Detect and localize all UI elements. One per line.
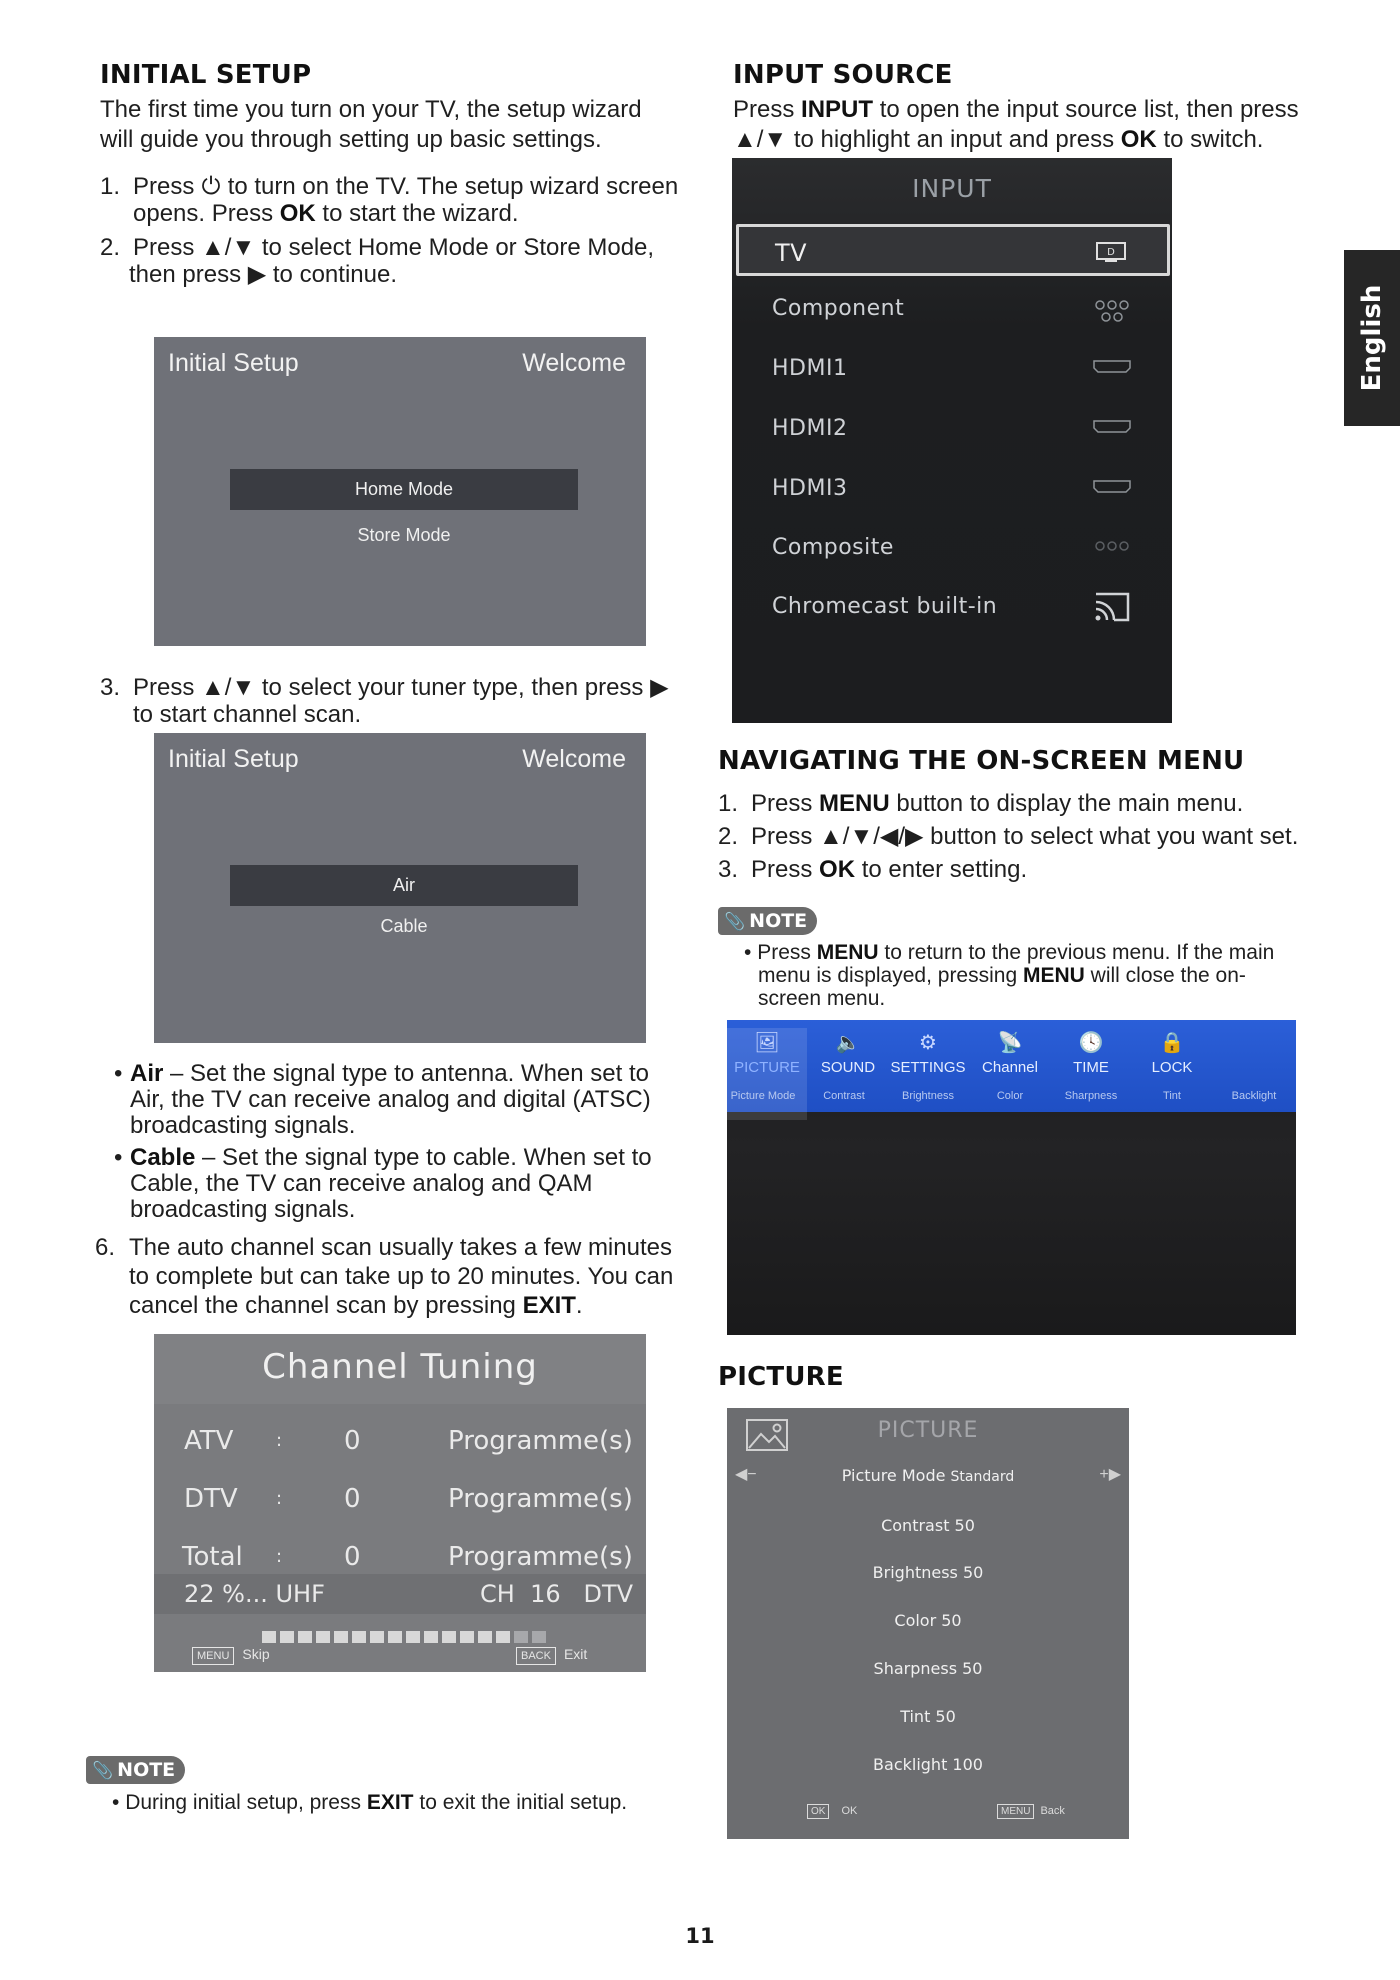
input-item-hdmi2[interactable] [732,404,1172,454]
menu-tab-lock[interactable] [1132,1028,1212,1078]
step-text: to turn on the TV. The setup wizard screen [227,173,679,200]
input-item-label: Composite [772,535,894,560]
exit-key-label: EXIT [522,1292,576,1319]
initial-setup-heading: INITIAL SETUP [100,60,312,90]
menu-key-label: MENU [816,941,879,964]
progress-segment [424,1631,438,1643]
ok-key-label: OK [819,856,856,883]
tab-label: SOUND [820,1059,876,1076]
input-screen-title: INPUT [912,174,992,203]
tab-label: Channel [982,1059,1038,1076]
picture-mode-label: Picture Mode [841,1466,946,1485]
bullet-text: Cable, the TV can receive analog and QAM [130,1170,593,1197]
paperclip-icon: 📎 [92,1761,114,1781]
exit-hint[interactable] [516,1646,587,1665]
row-label: DTV [184,1484,238,1514]
menu-key-icon: MENU [192,1647,234,1665]
right-arrow-icon[interactable]: +▶ [1099,1466,1121,1483]
store-mode-option[interactable]: Store Mode [357,525,451,545]
progress-segment [496,1631,510,1643]
intro-text: to switch. [1163,126,1264,153]
note-text: to return to the previous menu. If the main [884,941,1275,964]
component-icon [1092,298,1132,320]
tab-label: PICTURE [734,1059,800,1076]
row-count: 0 [344,1542,361,1572]
input-item-label: Chromecast built-in [772,594,998,619]
hdmi-icon [1092,478,1132,500]
input-item-label: HDMI3 [772,476,848,501]
row-unit: Programme(s) [448,1542,633,1572]
progress-segment [406,1631,420,1643]
air-option[interactable]: Air [230,865,578,906]
progress-segment [334,1631,348,1643]
row-sep: : [276,1488,283,1509]
contrast-row[interactable]: Contrast 50 [881,1516,975,1535]
svg-text:D: D [1107,247,1115,258]
row-unit: Programme(s) [448,1426,633,1456]
note-text: Press [757,941,811,964]
up-down-arrow-icon: ▲/▼ [201,674,256,701]
step-number: 3. [718,856,739,883]
progress-segment [388,1631,402,1643]
menu-tab-picture[interactable] [727,1028,807,1120]
note-setup-text [112,1791,627,1814]
step-text: to complete but can take up to 20 minutes. You can [129,1263,674,1290]
tuning-progress-bar [262,1630,550,1644]
language-tab-label: English [1357,284,1387,392]
progress-segment [262,1631,276,1643]
input-source-intro [733,95,1299,155]
step-text: Press [751,823,813,850]
speaker-icon: 🔈 [835,1032,861,1054]
bullet-dot: • [112,1791,120,1814]
menu-sub-label: Sharpness [1064,1090,1118,1102]
tab-label: LOCK [1151,1059,1193,1076]
note-text: During initial setup, press [125,1791,361,1814]
power-icon: ⏻ [201,173,221,200]
tuning-title: Channel Tuning [154,1334,646,1404]
bullet-text: Air, the TV can receive analog and digital (ATSC) [130,1086,651,1113]
row-sep: : [276,1430,283,1451]
note-badge-setup [86,1756,185,1784]
ok-hint[interactable] [807,1804,857,1819]
sharpness-row[interactable]: Sharpness 50 [873,1659,983,1678]
picture-menu-screen [727,1408,1129,1839]
channel-tuning-screen [154,1334,646,1672]
step-number: 3. [100,674,121,701]
tuning-progress-text: 22 %... UHF [184,1580,325,1608]
tab-label: TIME [1073,1059,1109,1076]
bullet-text: – Set the signal type to antenna. When set to [170,1060,649,1087]
right-arrow-icon: ▶ [650,674,669,701]
menu-sub-label: Contrast [823,1090,865,1102]
screen-title: Initial Setup [168,349,299,377]
step-text: . [575,1292,583,1319]
step-number: 2. [718,823,739,850]
step-text: to continue. [272,261,397,288]
initial-setup-mode-screen [154,337,646,646]
bullet-text: broadcasting signals. [130,1196,356,1223]
input-key-label: INPUT [801,96,874,123]
cast-icon [1092,590,1132,612]
tuning-channel-text: CH 16 DTV [480,1580,634,1608]
language-tab [1344,250,1400,426]
progress-segment [460,1631,474,1643]
step-text: cancel the channel scan by pressing [129,1292,516,1319]
step-text: Press [751,856,813,883]
tab-label: SETTINGS [890,1059,966,1076]
row-unit: Programme(s) [448,1484,633,1514]
navigating-heading: NAVIGATING THE ON-SCREEN MENU [718,746,1245,776]
direction-arrows-icon: ▲/▼/◀/▶ [819,823,924,850]
row-sep: : [276,1546,283,1567]
page-number: 11 [685,1924,715,1948]
row-label: Total [182,1542,243,1572]
menu-tab-settings[interactable] [888,1028,968,1078]
note-label: NOTE [749,910,808,932]
tv-icon [1091,241,1131,263]
intro-text: to open the input source list, then press [879,96,1299,123]
right-arrow-icon: ▶ [247,261,267,288]
tuning-status-bar [154,1574,646,1614]
color-row[interactable]: Color 50 [894,1611,962,1630]
input-item-label: HDMI1 [772,356,848,381]
tint-row[interactable]: Tint 50 [900,1707,956,1726]
step-number: 2. [100,234,121,261]
exit-key-label: EXIT [366,1791,414,1814]
progress-segment [370,1631,384,1643]
tuning-row-dtv [154,1474,646,1524]
step-number: 1. [100,173,121,200]
up-down-arrow-icon: ▲/▼ [201,234,256,261]
row-count: 0 [344,1426,361,1456]
picture-icon: 🖼 [754,1032,780,1054]
hdmi-icon [1092,358,1132,380]
bullet-dot: • [744,941,752,964]
menu-sub-label: Brightness [902,1090,954,1102]
intro-line-2: will guide you through setting up basic settings. [100,126,602,153]
picture-screen-title: PICTURE [877,1418,979,1443]
input-item-label: Component [772,296,905,321]
skip-hint[interactable] [192,1646,270,1665]
step-text: to select your tuner type, then press [261,674,644,701]
brightness-row[interactable]: Brightness 50 [872,1563,984,1582]
back-hint[interactable] [997,1804,1065,1819]
exit-label: Exit [563,1646,588,1662]
step-number: 1. [718,790,739,817]
menu-sub-label: Color [996,1090,1024,1102]
input-item-label: TV [775,239,808,267]
step-text: then press [129,261,242,288]
up-down-arrow-icon: ▲/▼ [733,126,788,153]
intro-line-1: The first time you turn on your TV, the setup wizard [100,96,642,123]
bullet-text: broadcasting signals. [130,1112,356,1139]
term-air: Air [130,1060,164,1087]
progress-segment [280,1631,294,1643]
initial-setup-tuner-screen [154,733,646,1043]
progress-segment [316,1631,330,1643]
input-source-screen [732,158,1172,723]
intro-text: to highlight an input and press [793,126,1115,153]
menu-tab-channel[interactable] [970,1028,1050,1078]
input-item-tv[interactable] [736,224,1170,276]
input-item-hdmi1[interactable] [732,344,1172,394]
back-label: Back [1040,1805,1065,1817]
ok-label: OK [841,1805,858,1817]
step-text: to start channel scan. [133,701,362,728]
progress-segment [442,1631,456,1643]
clock-icon: 🕓 [1078,1032,1104,1054]
satellite-icon: 📡 [997,1032,1023,1054]
input-item-label: HDMI2 [772,416,848,441]
progress-segment [478,1631,492,1643]
term-cable: Cable [130,1144,196,1171]
note-menu-text [744,941,1274,1010]
menu-sub-label: Backlight [1231,1090,1277,1102]
ok-key-icon: OK [807,1804,829,1819]
menu-sub-label: Picture Mode [730,1090,796,1102]
input-source-heading: INPUT SOURCE [733,60,953,90]
note-text: will close the on- [1090,964,1246,987]
home-mode-option[interactable]: Home Mode [230,469,578,510]
composite-icon [1092,537,1132,559]
screen-title: Initial Setup [168,745,299,773]
step-text: Press [133,234,195,261]
step-text: Press [133,674,195,701]
hdmi-icon [1092,418,1132,440]
back-key-icon: BACK [516,1647,556,1665]
input-item-composite[interactable] [732,523,1172,573]
picture-heading: PICTURE [718,1362,844,1392]
note-badge-menu [718,907,817,935]
input-item-chromecast[interactable] [732,582,1172,632]
left-arrow-icon[interactable]: ◀− [735,1466,757,1483]
bullet-text: – Set the signal type to cable. When set to [202,1144,652,1171]
row-count: 0 [344,1484,361,1514]
menu-tab-time[interactable] [1051,1028,1131,1078]
progress-segment [352,1631,366,1643]
main-menu-bar [727,1020,1296,1112]
menu-sub-label: Tint [1163,1090,1181,1102]
step-text: to start the wizard. [322,200,519,227]
progress-segment [514,1631,528,1643]
progress-segment [532,1631,546,1643]
screen-welcome: Welcome [522,349,626,377]
lock-icon: 🔒 [1159,1032,1185,1054]
tuning-row-atv [154,1416,646,1466]
step-number: 6. [95,1234,116,1261]
note-text: menu is displayed, pressing [758,964,1018,987]
note-label: NOTE [117,1759,176,1781]
picture-mode-row[interactable] [727,1466,1129,1485]
step-text: opens. Press [133,200,274,227]
step-text: The auto channel scan usually takes a few minutes [129,1234,672,1261]
skip-label: Skip [242,1646,270,1662]
picture-mode-value: Standard [950,1469,1015,1485]
menu-key-icon: MENU [997,1804,1034,1819]
screen-welcome: Welcome [522,745,626,773]
step-text: to select Home Mode or Store Mode, [261,234,655,261]
input-item-hdmi3[interactable] [732,464,1172,514]
main-menu-screen [727,1020,1296,1335]
step-text: to enter setting. [861,856,1028,883]
intro-text: Press [733,96,795,123]
menu-key-label: MENU [819,790,890,817]
ok-key-label: OK [1120,126,1157,153]
input-item-component[interactable] [732,284,1172,334]
gear-icon: ⚙ [919,1032,937,1054]
menu-tab-sound[interactable] [808,1028,888,1078]
row-label: ATV [184,1426,234,1456]
menu-key-label: MENU [1022,964,1085,987]
step-text: Press [133,173,195,200]
step-text: Press [751,790,813,817]
note-text: to exit the initial setup. [419,1791,628,1814]
ok-key-label: OK [279,200,316,227]
step-text: button to select what you want set. [930,823,1299,850]
cable-option[interactable]: Cable [380,916,428,936]
initial-setup-intro [100,95,642,155]
paperclip-icon: 📎 [724,912,746,932]
note-text: screen menu. [758,987,886,1010]
progress-segment [298,1631,312,1643]
step-text: button to display the main menu. [896,790,1244,817]
backlight-row[interactable]: Backlight 100 [873,1755,983,1774]
